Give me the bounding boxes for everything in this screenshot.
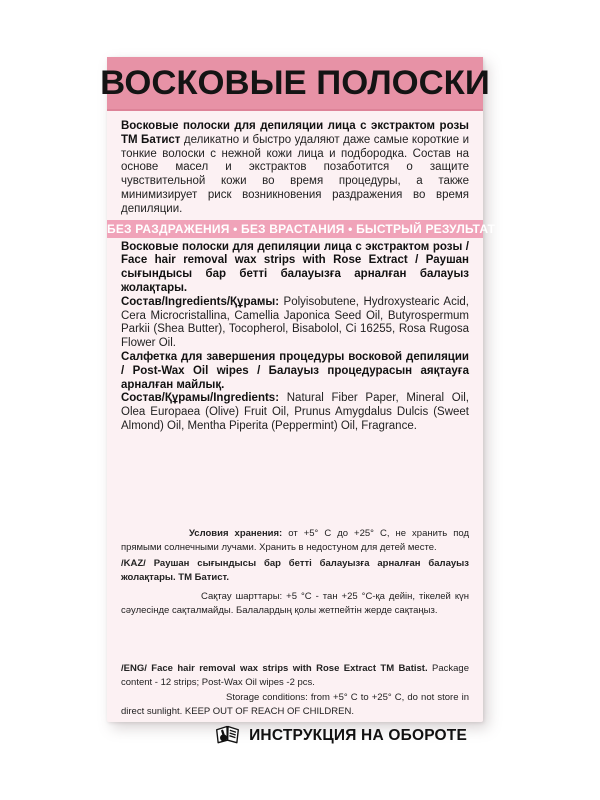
storage-ru-label: Условия хранения: bbox=[189, 527, 283, 539]
product-title: ВОСКОВЫЕ ПОЛОСКИ bbox=[100, 63, 490, 102]
wipes-ingredients-list: Natural Fiber Paper, Mineral Oil, Olea Europaea (Olive) Fruit Oil, Prunus Amygdalus Dulcis (Sweet Almond) Oil, Mentha Piperita (Peppermint) Oil, Fragrance. bbox=[121, 392, 469, 432]
wipes-ingredients bbox=[121, 392, 469, 433]
booklet-hand-icon bbox=[214, 722, 241, 749]
instruction-footer-label: ИНСТРУКЦИЯ НА ОБОРОТЕ bbox=[249, 726, 467, 744]
strips-product-name bbox=[121, 241, 469, 296]
strips-name-text: Восковые полоски для депиляции лица с экстрактом розы / Face hair removal wax strips with Rose Extract / Раушан сығындысы бар бетті балауызға арналған балауыз жолақтары. bbox=[121, 240, 469, 294]
strips-ingredients-label: Состав/Ingredients/Құрамы: bbox=[121, 295, 280, 308]
intro-paragraph bbox=[121, 120, 469, 217]
instruction-footer bbox=[121, 722, 469, 750]
package-body bbox=[107, 120, 496, 750]
storage-conditions-ru bbox=[121, 527, 469, 555]
strips-ingredients bbox=[121, 296, 469, 351]
intro-regular-text: деликатно и быстро удаляют даже самые короткие и тонкие волоски с нежной кожи лица и подбородка. Состав на основе масел и экстрактов позаботится о защите чувствительной кожи во время процедуры, а также минимизирует риск возникновения раздражения во время депиляции. bbox=[121, 133, 469, 215]
eng-regular-text: Package content - 12 strips; Post-Wax Oil wipes -2 pcs. bbox=[121, 662, 469, 688]
wipes-product-name bbox=[121, 351, 469, 392]
intro-bold-text: Восковые полоски для депиляции лица с экстрактом розы ТМ Батист bbox=[121, 120, 469, 146]
storage-conditions-kz: Сақтау шарттары: +5 °С - тан +25 °С-қа дейін, тікелей күн сәулесінде сақталмайды. Балалардың қолы жетпейтін жерде сақтаңыз. bbox=[121, 590, 469, 616]
title-banner bbox=[100, 57, 490, 111]
storage-conditions-en: Storage conditions: from +5° C to +25° C, do not store in direct sunlight. KEEP OUT OF REACH OF CHILDREN. bbox=[121, 691, 469, 717]
eng-product-name bbox=[121, 662, 469, 690]
benefits-banner bbox=[107, 220, 496, 238]
storage-ru-text: от +5° С до +25° С, не хранить под прямыми солнечными лучами. Хранить в недостуном для детей месте. bbox=[121, 527, 469, 553]
product-package-back bbox=[100, 57, 496, 744]
benefits-text: БЕЗ РАЗДРАЖЕНИЯ • БЕЗ ВРАСТАНИЯ • БЫСТРЫЙ РЕЗУЛЬТАТ bbox=[107, 221, 496, 236]
wipes-ingredients-label: Состав/Құрамы/Ingredients: bbox=[121, 392, 280, 405]
strips-ingredients-list: Polyisobutene, Hydroxystearic Acid, Cera Microcristallina, Camellia Japonica Seed Oil, Butyrospermum Parkii (Shea Butter), Tocopherol, Bisabolol, Ci 16255, Rosa Rugosa Flower Oil. bbox=[121, 295, 469, 350]
wipes-name-text: Салфетка для завершения процедуры восковой депиляции / Post-Wax Oil wipes / Балауыз процедурасын аяқтауға арналған майлық. bbox=[121, 350, 469, 391]
eng-bold-text: /ENG/ Face hair removal wax strips with Rose Extract TM Batist. bbox=[121, 662, 428, 674]
kaz-product-name: /KAZ/ Раушан сығындысы бар бетті балауызға арналған балауыз жолақтары. ТМ Батист. bbox=[121, 557, 469, 583]
